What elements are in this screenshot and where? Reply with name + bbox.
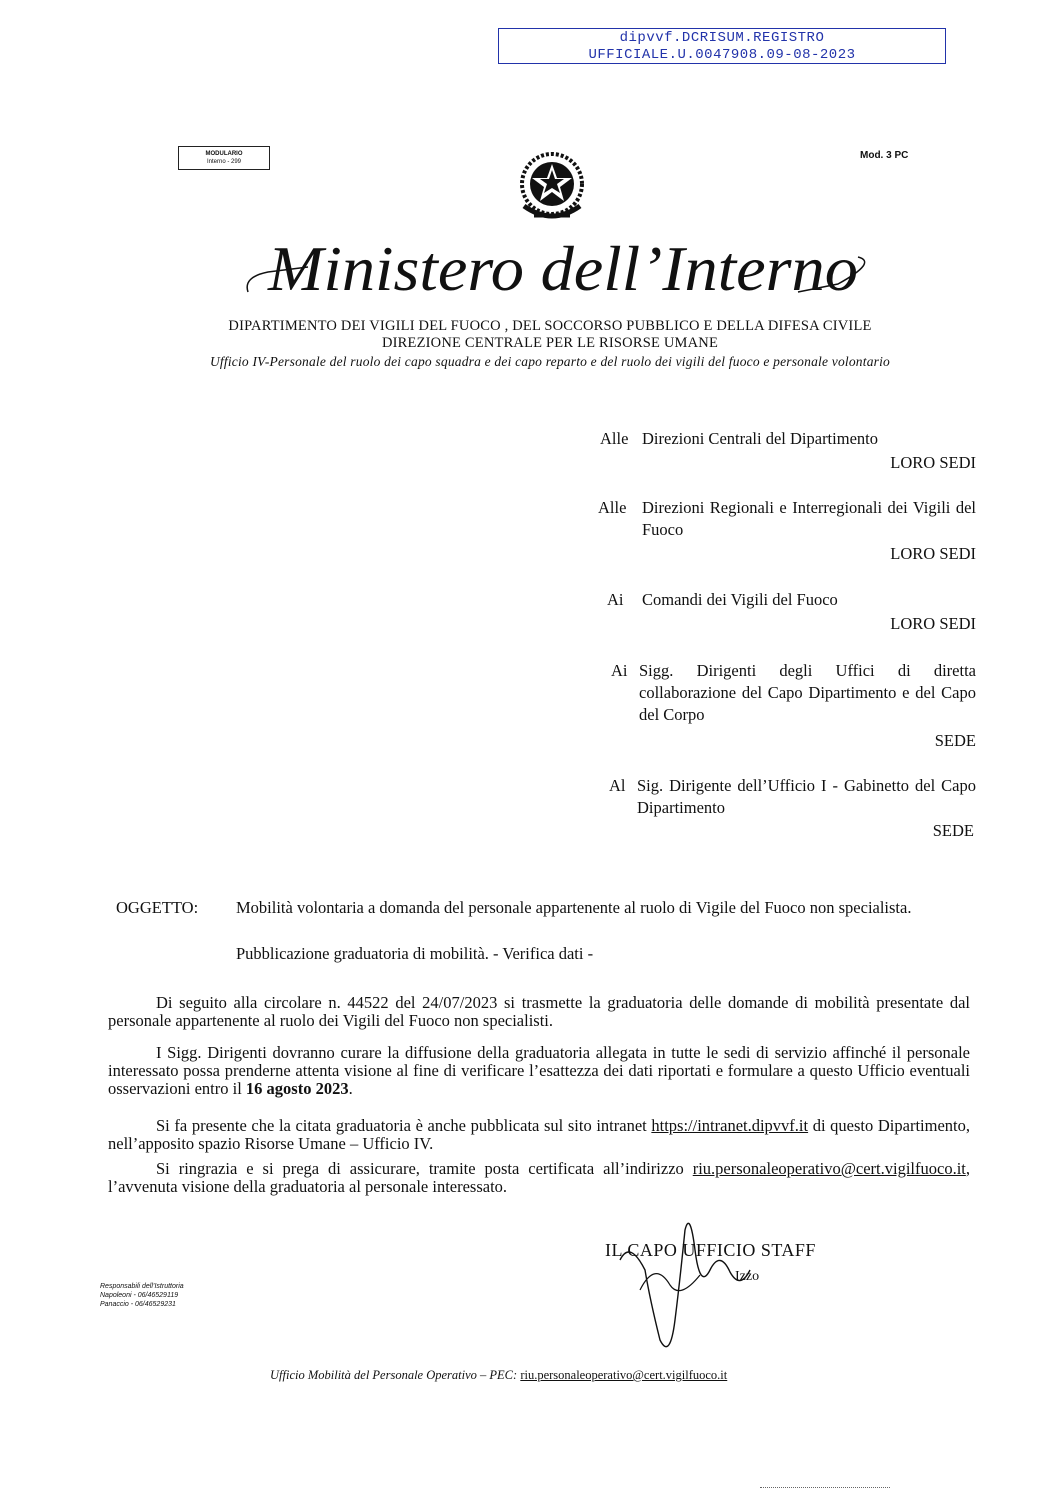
- republic-emblem-icon: [512, 146, 592, 228]
- recipient-prefix: Al: [609, 776, 626, 795]
- protocol-line-2: UFFICIALE.U.0047908.09-08-2023: [588, 47, 856, 63]
- recipient-text: Direzioni Regionali e Interregionali dei Vigili del Fuoco: [642, 498, 976, 539]
- responsabili-title: Responsabili dell’Istruttoria: [100, 1283, 184, 1290]
- responsabili-contact-1: Napoleoni - 06/46529119: [100, 1292, 179, 1299]
- modulario-line-1: MODULARIO: [205, 151, 243, 157]
- recipient-text: Direzioni Centrali del Dipartimento: [642, 429, 878, 448]
- recipient-prefix: Ai: [607, 590, 624, 609]
- pec-email-link[interactable]: riu.personaleoperativo@cert.vigilfuoco.it: [692, 1159, 966, 1178]
- footer-pec-link[interactable]: riu.personaleoperativo@cert.vigilfuoco.it: [520, 1368, 728, 1382]
- p4-end: , l’avvenuta visione della graduatoria al personale interessato.: [108, 1159, 970, 1196]
- office-line: Ufficio IV-Personale del ruolo dei capo squadra e dei capo reparto e del ruolo dei vigili del fuoco e personale volontario: [209, 354, 891, 369]
- recipient-prefix: Alle: [598, 498, 627, 517]
- signature-name: Izzo: [735, 1269, 760, 1284]
- p3-end: di questo Dipartimento, nell’apposito spazio Risorse Umane – Ufficio IV.: [108, 1116, 970, 1153]
- p3-text: Si fa presente che la citata graduatoria è anche pubblicata sul sito intranet: [156, 1116, 652, 1135]
- recipient-text: Sigg. Dirigenti degli Uffici di diretta collaborazione del Capo Dipartimento e del Capo del Corpo: [639, 661, 976, 724]
- subject-text: Mobilità volontaria a domanda del personale appartenente al ruolo di Vigile del Fuoco non specialista.: [236, 898, 912, 917]
- footer-text: Ufficio Mobilità del Personale Operativo – PEC:: [270, 1368, 521, 1382]
- recipient-location: LORO SEDI: [890, 453, 976, 472]
- direction-line: DIREZIONE CENTRALE PER LE RISORSE UMANE: [381, 335, 719, 351]
- body-paragraph-1: Di seguito alla circolare n. 44522 del 24/07/2023 si trasmette la graduatoria delle domande di mobilità presentate dal personale appartenente al ruolo dei Vigili del Fuoco non specialisti.: [108, 993, 970, 1030]
- signature-title: IL CAPO UFFICIO STAFF: [605, 1240, 816, 1260]
- mod-code: Mod. 3 PC: [860, 150, 909, 161]
- subject-label: OGGETTO:: [116, 898, 199, 917]
- scan-artifact-line: [760, 1487, 890, 1491]
- body-paragraph-4: [108, 1160, 970, 1196]
- recipient-location: SEDE: [934, 731, 976, 750]
- recipient-location: LORO SEDI: [890, 544, 976, 563]
- p4-text: Si ringrazia e si prega di assicurare, tramite posta certificata all’indirizzo: [156, 1159, 693, 1178]
- recipient-location: LORO SEDI: [890, 614, 976, 633]
- recipient-prefix: Ai: [611, 661, 628, 680]
- subject-subtext: Pubblicazione graduatoria di mobilità. - Verifica dati -: [236, 944, 594, 963]
- modulario-box: [178, 146, 270, 170]
- protocol-stamp: [498, 28, 946, 64]
- responsabili-block: [100, 1282, 184, 1309]
- p2-text: I Sigg. Dirigenti dovranno curare la diffusione della graduatoria allegata in tutte le sedi di servizio affinché il personale interessato possa prenderne attenta visione al fine di verificare l’esattezza dei dati riportati e formulare a questo Ufficio eventuali osservazioni entro il: [108, 1043, 970, 1098]
- footer: [270, 1368, 727, 1383]
- p2-deadline: 16 agosto 2023: [245, 1079, 349, 1098]
- ministry-logo: [238, 222, 888, 310]
- recipient-location: SEDE: [932, 821, 974, 840]
- handwritten-signature: [600, 1200, 770, 1370]
- department-line: DIPARTIMENTO DEI VIGILI DEL FUOCO , DEL SOCCORSO PUBBLICO E DELLA DIFESA CIVILE: [228, 318, 872, 334]
- recipient-text: Sig. Dirigente dell’Ufficio I - Gabinetto del Capo Dipartimento: [637, 776, 976, 817]
- intranet-link[interactable]: https://intranet.dipvvf.it: [651, 1116, 809, 1135]
- ministry-name: Ministero dell’Interno: [266, 233, 858, 304]
- modulario-line-2: Interno - 299: [206, 159, 242, 165]
- body-paragraph-2: [108, 1044, 970, 1098]
- body-paragraph-3: [108, 1117, 970, 1153]
- protocol-line-1: dipvvf.DCRISUM.REGISTRO: [619, 30, 825, 46]
- p2-end: .: [348, 1079, 353, 1098]
- recipient-text: Comandi dei Vigili del Fuoco: [642, 590, 838, 609]
- responsabili-contact-2: Panaccio - 06/46529231: [100, 1301, 176, 1308]
- recipient-prefix: Alle: [600, 429, 629, 448]
